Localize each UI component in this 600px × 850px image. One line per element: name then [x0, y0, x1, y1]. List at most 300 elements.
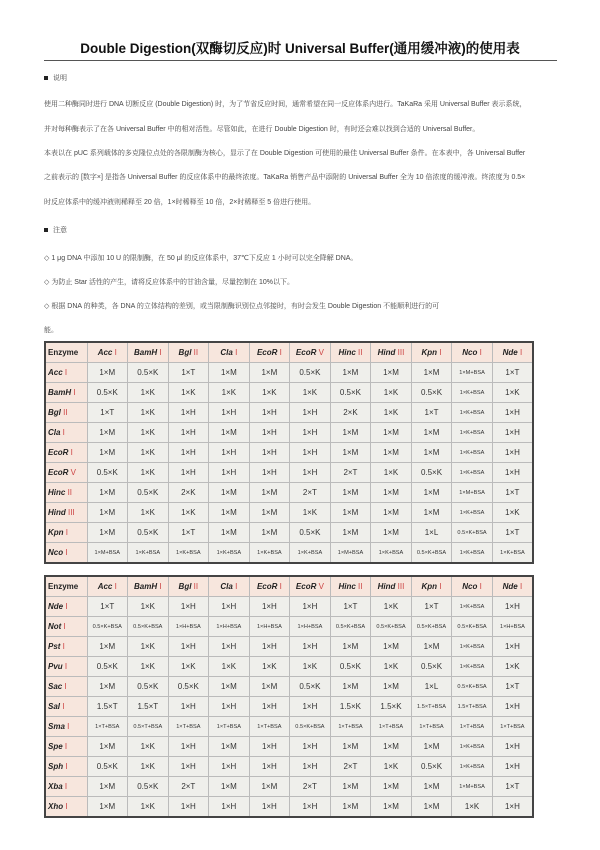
buffer-cell: 1×M — [330, 737, 371, 757]
table-row — [45, 463, 533, 483]
enzyme-numeral: I — [517, 348, 523, 357]
buffer-cell: 1×K — [128, 757, 169, 777]
buffer-cell: 1×H — [290, 463, 331, 483]
buffer-cell: 1×T+BSA — [168, 717, 209, 737]
buffer-cell: 1.5×T+BSA — [411, 697, 452, 717]
column-header — [492, 342, 533, 363]
buffer-cell: 0.5×K+BSA — [411, 617, 452, 637]
buffer-cell: 1×K+BSA — [168, 543, 209, 564]
buffer-cell: 1×K — [290, 503, 331, 523]
buffer-cell: 1×M — [87, 483, 128, 503]
buffer-cell: 0.5×K — [128, 677, 169, 697]
buffer-cell: 1×H — [168, 797, 209, 818]
buffer-cell: 0.5×K+BSA — [452, 617, 493, 637]
buffer-cell: 1×H — [492, 757, 533, 777]
enzyme-numeral: I — [477, 582, 482, 591]
corner-header: Enzyme — [45, 342, 87, 363]
buffer-cell: 1×H — [249, 597, 290, 617]
row-header — [45, 463, 87, 483]
column-header — [128, 342, 169, 363]
buffer-cell: 1×T+BSA — [330, 717, 371, 737]
enzyme-numeral: II — [65, 488, 73, 497]
enzyme-name: Kpn — [48, 528, 64, 537]
row-header — [45, 637, 87, 657]
buffer-cell: 1×M — [371, 677, 412, 697]
table-row — [45, 543, 533, 564]
row-header — [45, 483, 87, 503]
enzyme-name: Hind — [48, 508, 66, 517]
enzyme-numeral: I — [62, 662, 68, 671]
buffer-cell: 1×H — [249, 463, 290, 483]
buffer-cell: 1×M — [209, 363, 250, 383]
enzyme-numeral: I — [112, 582, 117, 591]
buffer-cell: 1×K — [128, 597, 169, 617]
buffer-cell: 1×H — [492, 797, 533, 818]
buffer-cell: 1×K — [371, 383, 412, 403]
buffer-cell: 1×K+BSA — [452, 403, 493, 423]
buffer-cell: 2×T — [168, 777, 209, 797]
buffer-cell: 1×H — [492, 463, 533, 483]
buffer-cell: 1×H — [290, 403, 331, 423]
buffer-cell: 1×M — [87, 363, 128, 383]
buffer-cell: 1×T — [168, 363, 209, 383]
buffer-cell: 1×T — [492, 523, 533, 543]
buffer-cell: 1×K+BSA — [452, 443, 493, 463]
enzyme-name: Not — [48, 622, 62, 631]
buffer-cell: 1×H — [249, 737, 290, 757]
buffer-cell: 1×M — [87, 677, 128, 697]
buffer-cell: 1×K — [128, 503, 169, 523]
enzyme-numeral: I — [63, 602, 68, 611]
paragraph-line: 并对每种酶表示了在各 Universal Buffer 中的相对活性。尽管如此，在进行 Double Digestion 时，有时还会难以找到合适的 Universal Buffer。 — [44, 126, 480, 133]
enzyme-name: Nco — [462, 348, 478, 357]
buffer-cell: 0.5×K — [411, 657, 452, 677]
enzyme-name: EcoR — [48, 468, 69, 477]
buffer-cell: 1×K+BSA — [209, 543, 250, 564]
buffer-cell: 1×H — [492, 443, 533, 463]
buffer-cell: 1×H — [168, 423, 209, 443]
enzyme-name: Spe — [48, 742, 63, 751]
buffer-cell: 1×M — [87, 523, 128, 543]
buffer-cell: 1×T — [492, 777, 533, 797]
buffer-table-1 — [44, 341, 534, 564]
buffer-cell: 1×H — [492, 403, 533, 423]
enzyme-name: Sma — [48, 722, 65, 731]
paragraph-line: 本表以在 pUC 系列载体的多克隆位点处的各限制酶为核心，显示了在 Double Digestion 可使用的最佳 Universal Buffer 条件。在本表中，各 Universal Buffer — [44, 150, 526, 157]
row-header — [45, 777, 87, 797]
enzyme-numeral: II — [355, 582, 363, 591]
buffer-cell: 0.5×K — [330, 657, 371, 677]
buffer-cell: 2×T — [290, 777, 331, 797]
buffer-cell: 1×H — [168, 737, 209, 757]
buffer-cell: 1×M — [249, 677, 290, 697]
buffer-cell: 1×M — [411, 423, 452, 443]
title-divider — [44, 60, 557, 61]
buffer-cell: 1×M — [87, 797, 128, 818]
buffer-cell: 1×M — [249, 483, 290, 503]
buffer-cell: 1×M — [411, 777, 452, 797]
enzyme-numeral: V — [316, 348, 324, 357]
buffer-cell: 1×H — [249, 637, 290, 657]
column-header — [87, 576, 128, 597]
buffer-cell: 1×M — [371, 363, 412, 383]
buffer-cell: 1×K — [290, 383, 331, 403]
enzyme-numeral: I — [71, 388, 76, 397]
buffer-cell: 1×T+BSA — [249, 717, 290, 737]
buffer-cell: 1×T+BSA — [452, 717, 493, 737]
enzyme-name: Cla — [48, 428, 61, 437]
buffer-cell: 1×K+BSA — [452, 657, 493, 677]
buffer-cell: 1×M — [330, 503, 371, 523]
buffer-cell: 1×H — [290, 757, 331, 777]
section-heading-text: 注意 — [53, 227, 67, 234]
buffer-cell: 0.5×K — [411, 463, 452, 483]
buffer-cell: 1×M — [330, 797, 371, 818]
enzyme-name: BamH — [134, 582, 158, 591]
buffer-cell: 1×M — [371, 443, 412, 463]
buffer-cell: 1×T — [87, 597, 128, 617]
enzyme-numeral: I — [157, 348, 162, 357]
buffer-cell: 1×K — [128, 463, 169, 483]
buffer-cell: 1.5×K — [330, 697, 371, 717]
buffer-cell: 1×H — [290, 597, 331, 617]
enzyme-name: Nco — [48, 548, 64, 557]
enzyme-numeral: I — [60, 702, 65, 711]
buffer-cell: 1×M — [371, 797, 412, 818]
buffer-cell: 0.5×K — [330, 383, 371, 403]
enzyme-name: EcoR — [256, 348, 278, 357]
note-item: ◇ 1 μg DNA 中添加 10 U 的限制酶，在 50 μl 的反应体系中，37℃下反应 1 小时可以完全降解 DNA。 — [44, 255, 358, 262]
row-header — [45, 617, 87, 637]
row-header — [45, 363, 87, 383]
buffer-cell: 1×H — [492, 637, 533, 657]
buffer-cell: 1×M — [411, 737, 452, 757]
buffer-cell: 1×K+BSA — [452, 737, 493, 757]
enzyme-name: Hinc — [338, 582, 356, 591]
buffer-cell: 1×M — [209, 523, 250, 543]
column-header — [249, 342, 290, 363]
enzyme-name: EcoR — [256, 582, 278, 591]
enzyme-name: Hind — [377, 582, 396, 591]
buffer-cell: 0.5×K+BSA — [290, 717, 331, 737]
buffer-cell: 0.5×K+BSA — [330, 617, 371, 637]
buffer-cell: 1×K — [492, 503, 533, 523]
buffer-cell: 0.5×T+BSA — [128, 717, 169, 737]
table-row — [45, 697, 533, 717]
row-header — [45, 543, 87, 564]
buffer-cell: 1×M — [249, 503, 290, 523]
enzyme-numeral: I — [62, 742, 68, 751]
buffer-cell: 1×K — [128, 423, 169, 443]
row-header — [45, 503, 87, 523]
buffer-cell: 1×M — [330, 423, 371, 443]
buffer-cell: 1×K+BSA — [290, 543, 331, 564]
buffer-cell: 1×K+BSA — [371, 543, 412, 564]
buffer-cell: 1×H — [249, 797, 290, 818]
buffer-cell: 0.5×K+BSA — [128, 617, 169, 637]
buffer-cell: 0.5×K — [87, 383, 128, 403]
enzyme-numeral: I — [277, 348, 282, 357]
buffer-cell: 1×H — [249, 757, 290, 777]
enzyme-numeral: III — [65, 508, 75, 517]
buffer-cell: 1×M — [411, 797, 452, 818]
enzyme-numeral: I — [63, 548, 68, 557]
table-row — [45, 757, 533, 777]
enzyme-numeral: I — [68, 448, 73, 457]
enzyme-name: Bgl — [178, 348, 192, 357]
buffer-cell: 1×H+BSA — [249, 617, 290, 637]
buffer-cell: 1×H — [492, 597, 533, 617]
row-header — [45, 737, 87, 757]
enzyme-name: Bgl — [178, 582, 192, 591]
enzyme-name: Pst — [48, 642, 61, 651]
buffer-cell: 0.5×K — [290, 363, 331, 383]
table-row — [45, 383, 533, 403]
buffer-cell: 0.5×K — [128, 483, 169, 503]
buffer-cell: 1×H — [290, 637, 331, 657]
buffer-cell: 0.5×K+BSA — [452, 677, 493, 697]
enzyme-name: Hinc — [338, 348, 356, 357]
enzyme-numeral: I — [60, 428, 65, 437]
buffer-cell: 1×M — [371, 637, 412, 657]
buffer-cell: 1×K+BSA — [452, 637, 493, 657]
buffer-cell: 1×M — [87, 503, 128, 523]
section-heading-text: 说明 — [53, 75, 67, 82]
enzyme-numeral: I — [64, 722, 70, 731]
enzyme-numeral: I — [112, 348, 117, 357]
enzyme-numeral: I — [437, 348, 442, 357]
buffer-cell: 1×T — [411, 403, 452, 423]
column-header — [249, 576, 290, 597]
note-item: ◇ 为防止 Star 活性的产生，请将反应体系中的甘油含量，尽量控制在 10%以下。 — [44, 279, 295, 286]
table-row — [45, 443, 533, 463]
enzyme-name: Bgl — [48, 408, 61, 417]
buffer-cell: 0.5×K — [290, 523, 331, 543]
buffer-cell: 1×T — [168, 523, 209, 543]
buffer-cell: 1×M — [411, 443, 452, 463]
note-item: 能。 — [44, 327, 58, 334]
table-row — [45, 597, 533, 617]
buffer-cell: 1×H — [249, 423, 290, 443]
buffer-cell: 1×K — [492, 383, 533, 403]
buffer-cell: 0.5×K+BSA — [452, 523, 493, 543]
section-heading-notes — [44, 225, 67, 235]
enzyme-numeral: I — [63, 762, 68, 771]
enzyme-numeral: I — [232, 582, 238, 591]
enzyme-numeral: I — [62, 782, 68, 791]
enzyme-name: Cla — [220, 582, 233, 591]
table-row — [45, 483, 533, 503]
enzyme-numeral: III — [395, 348, 405, 357]
buffer-cell: 1×H — [168, 463, 209, 483]
buffer-cell: 1×K — [371, 657, 412, 677]
buffer-cell: 1×M — [330, 483, 371, 503]
buffer-cell: 0.5×K — [168, 677, 209, 697]
buffer-cell: 0.5×K+BSA — [87, 617, 128, 637]
buffer-cell: 1.5×T — [128, 697, 169, 717]
buffer-cell: 0.5×K — [411, 383, 452, 403]
buffer-cell: 1×T — [87, 403, 128, 423]
row-header — [45, 403, 87, 423]
enzyme-name: Cla — [220, 348, 233, 357]
enzyme-name: Kpn — [421, 582, 438, 591]
buffer-cell: 1.5×T — [87, 697, 128, 717]
buffer-cell: 1×K — [168, 657, 209, 677]
buffer-cell: 1×M — [371, 503, 412, 523]
enzyme-name: Sal — [48, 702, 61, 711]
buffer-cell: 1×K — [209, 383, 250, 403]
buffer-cell: 1×K — [249, 383, 290, 403]
buffer-cell: 1×H — [209, 403, 250, 423]
buffer-cell: 1×H — [492, 423, 533, 443]
column-header — [290, 576, 331, 597]
buffer-cell: 1×M — [209, 423, 250, 443]
enzyme-numeral: I — [277, 582, 282, 591]
buffer-cell: 0.5×K+BSA — [411, 543, 452, 564]
buffer-cell: 1×H — [492, 697, 533, 717]
buffer-cell: 1×M — [371, 523, 412, 543]
enzyme-numeral: I — [63, 802, 68, 811]
buffer-cell: 1×H — [168, 597, 209, 617]
buffer-cell: 0.5×K — [128, 523, 169, 543]
buffer-cell: 1×H — [492, 737, 533, 757]
buffer-cell: 1×M — [209, 737, 250, 757]
buffer-cell: 1×T — [330, 597, 371, 617]
column-header — [330, 342, 371, 363]
buffer-cell: 0.5×K — [87, 463, 128, 483]
buffer-cell: 1.5×T+BSA — [452, 697, 493, 717]
row-header — [45, 657, 87, 677]
buffer-cell: 1×H — [290, 423, 331, 443]
row-header — [45, 383, 87, 403]
buffer-cell: 1×K — [290, 657, 331, 677]
row-header — [45, 717, 87, 737]
enzyme-name: EcoR — [48, 448, 69, 457]
buffer-cell: 1×M — [330, 777, 371, 797]
buffer-cell: 2×T — [290, 483, 331, 503]
paragraph-line: 使用二种酶同时进行 DNA 切断反应 (Double Digestion) 时，为了节省反应时间，通常希望在同一反应体系内进行。TaKaRa 采用 Universal Buffer 表示系统， — [44, 101, 527, 108]
buffer-cell: 0.5×K — [128, 363, 169, 383]
buffer-cell: 2×K — [168, 483, 209, 503]
buffer-cell: 1×M — [209, 777, 250, 797]
column-header — [452, 342, 493, 363]
buffer-table-2 — [44, 575, 534, 818]
buffer-cell: 1×H — [290, 797, 331, 818]
enzyme-numeral: I — [157, 582, 162, 591]
buffer-cell: 1×H — [290, 443, 331, 463]
buffer-cell: 1×M — [209, 677, 250, 697]
enzyme-numeral: II — [191, 348, 199, 357]
enzyme-name: Sac — [48, 682, 63, 691]
column-header — [411, 342, 452, 363]
buffer-cell: 1×K+BSA — [452, 383, 493, 403]
buffer-cell: 1×H — [249, 697, 290, 717]
buffer-cell: 1×H — [249, 443, 290, 463]
buffer-cell: 1×K — [492, 657, 533, 677]
enzyme-name: Hind — [377, 348, 396, 357]
column-header — [452, 576, 493, 597]
buffer-cell: 1×T — [492, 483, 533, 503]
buffer-cell: 1×K — [371, 597, 412, 617]
enzyme-name: Nde — [502, 582, 518, 591]
buffer-cell: 1×M — [249, 363, 290, 383]
buffer-cell: 1×T+BSA — [209, 717, 250, 737]
buffer-cell: 1×H — [209, 637, 250, 657]
buffer-cell: 1×K — [168, 503, 209, 523]
enzyme-name: Acc — [97, 582, 113, 591]
row-header — [45, 697, 87, 717]
row-header — [45, 597, 87, 617]
enzyme-numeral: I — [517, 582, 523, 591]
section-heading-description — [44, 73, 67, 83]
buffer-cell: 1×H — [290, 697, 331, 717]
buffer-cell: 1×M — [87, 777, 128, 797]
buffer-cell: 1×H — [209, 697, 250, 717]
buffer-cell: 1×K — [128, 403, 169, 423]
column-header — [168, 342, 209, 363]
enzyme-numeral: II — [60, 408, 68, 417]
enzyme-numeral: I — [437, 582, 442, 591]
note-item: ◇ 根据 DNA 的种类，各 DNA 的立体结构的差别，或当限制酶识别位点邻接时，有时会发生 Double Digestion 不能顺利进行的可 — [44, 303, 440, 310]
column-header — [209, 576, 250, 597]
buffer-cell: 1×M — [411, 363, 452, 383]
enzyme-numeral: I — [63, 528, 69, 537]
buffer-cell: 1×K — [128, 383, 169, 403]
enzyme-numeral: I — [62, 368, 68, 377]
buffer-cell: 1×K+BSA — [452, 423, 493, 443]
buffer-cell: 1×H+BSA — [209, 617, 250, 637]
buffer-cell: 1×K+BSA — [128, 543, 169, 564]
column-header — [492, 576, 533, 597]
table-row — [45, 617, 533, 637]
table-header-row — [45, 342, 533, 363]
buffer-cell: 1×H — [209, 597, 250, 617]
table-row — [45, 503, 533, 523]
buffer-cell: 1×K — [452, 797, 493, 818]
buffer-cell: 1×H — [209, 797, 250, 818]
buffer-cell: 1×K+BSA — [492, 543, 533, 564]
enzyme-name: Hinc — [48, 488, 66, 497]
row-header — [45, 677, 87, 697]
buffer-cell: 2×K — [330, 403, 371, 423]
bullet-square-icon — [44, 76, 48, 80]
buffer-cell: 1×H — [209, 443, 250, 463]
buffer-cell: 1×M — [249, 523, 290, 543]
buffer-cell: 0.5×K — [411, 757, 452, 777]
enzyme-numeral: II — [355, 348, 363, 357]
bullet-square-icon — [44, 228, 48, 232]
buffer-cell: 1×K+BSA — [452, 503, 493, 523]
buffer-cell: 1×M — [87, 637, 128, 657]
row-header — [45, 757, 87, 777]
buffer-cell: 1×M — [371, 777, 412, 797]
buffer-cell: 1×K+BSA — [452, 463, 493, 483]
buffer-cell: 1×H+BSA — [168, 617, 209, 637]
enzyme-name: BamH — [134, 348, 158, 357]
buffer-cell: 1×M — [411, 637, 452, 657]
buffer-cell: 1×T+BSA — [492, 717, 533, 737]
buffer-cell: 1×M — [330, 443, 371, 463]
row-header — [45, 443, 87, 463]
page-title: Double Digestion(双酶切反应)时 Universal Buffer(通用缓冲液)的使用表 — [80, 41, 520, 56]
buffer-cell: 1×H — [290, 737, 331, 757]
buffer-cell: 1×M+BSA — [452, 363, 493, 383]
buffer-cell: 0.5×K — [290, 677, 331, 697]
buffer-cell: 1×M — [330, 637, 371, 657]
column-header — [411, 576, 452, 597]
buffer-cell: 1×M+BSA — [452, 483, 493, 503]
buffer-cell: 1×K+BSA — [452, 597, 493, 617]
